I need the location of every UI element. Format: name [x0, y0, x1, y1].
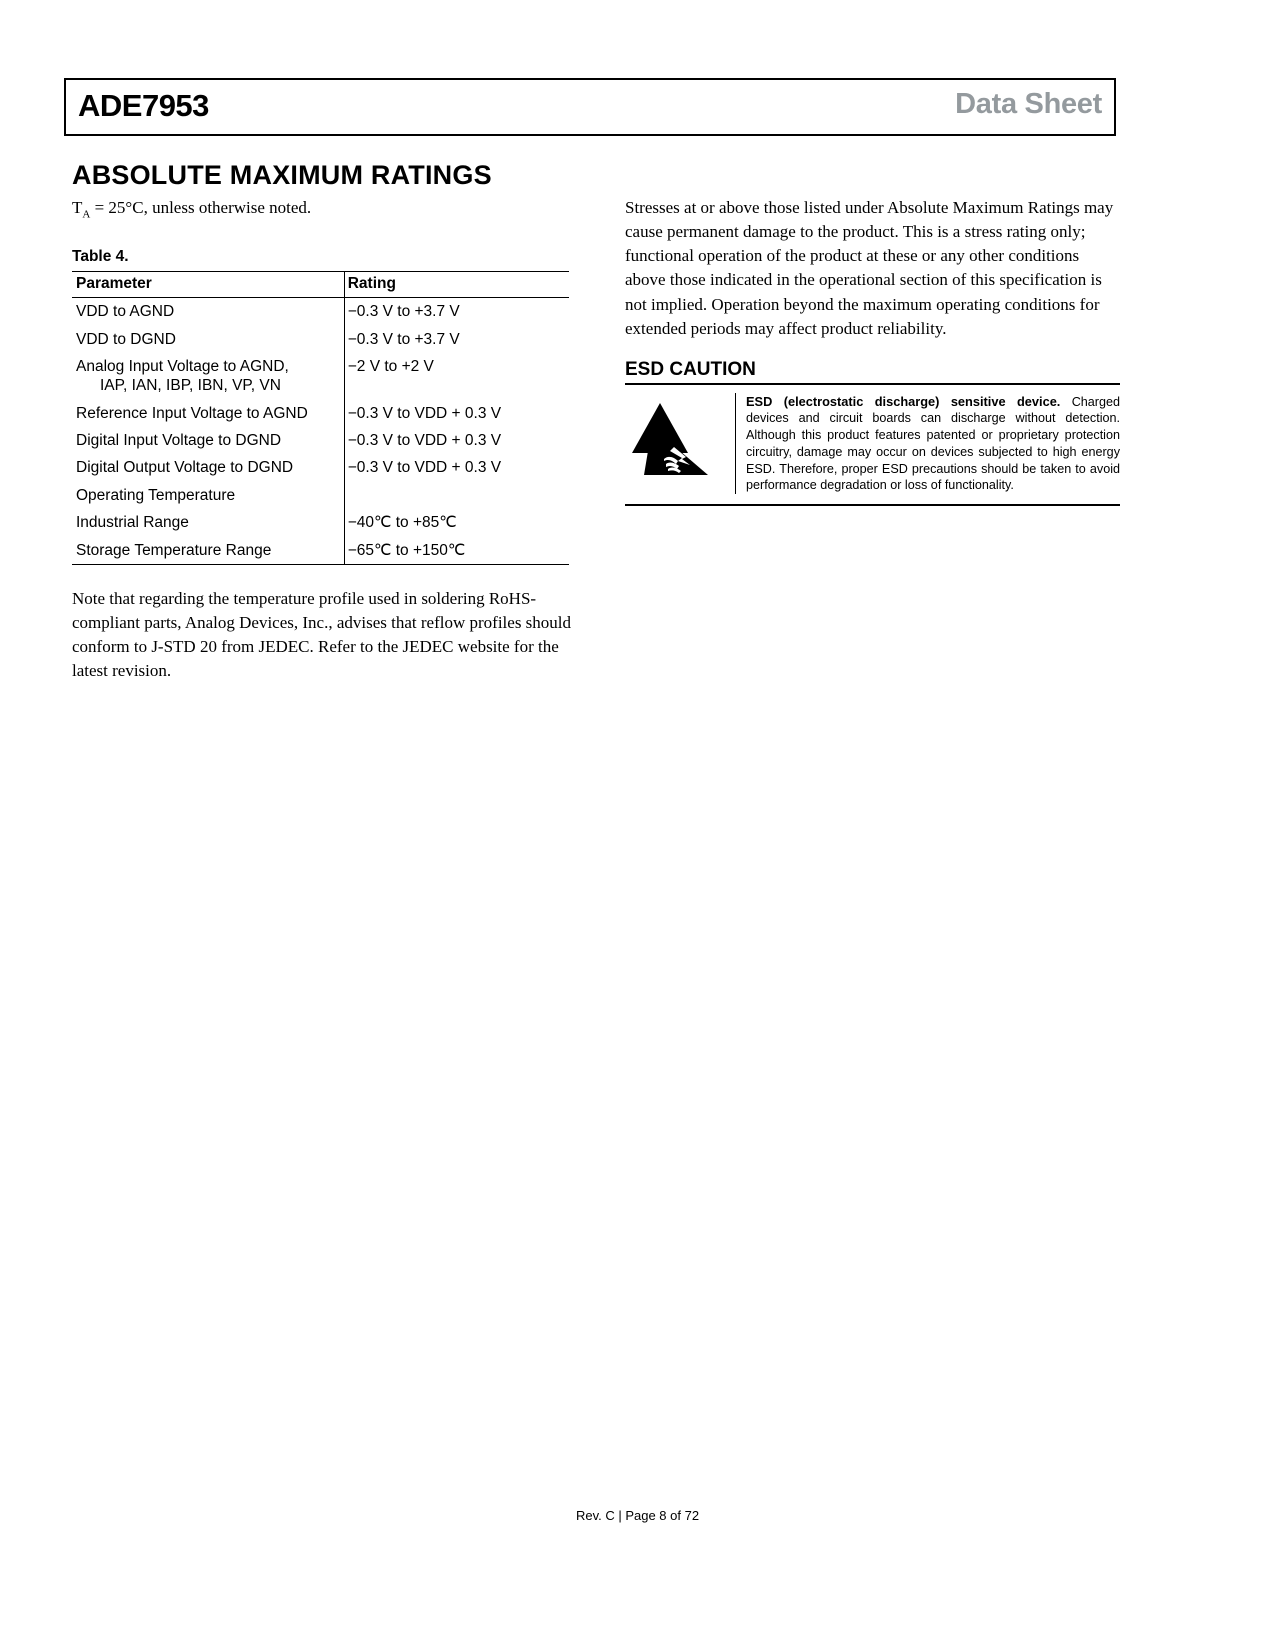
soldering-note: Note that regarding the temperature profile used in soldering RoHS-compliant parts, Analog Devices, Inc., advises that reflow profiles should conform to J-STD 20 from JEDEC. Refer to the JEDEC website for the latest revision. [72, 588, 572, 681]
absolute-maximum-ratings-table-wrap [72, 271, 572, 565]
absolute-maximum-ratings-table [72, 271, 569, 565]
table-row [72, 298, 569, 326]
cell-parameter [72, 353, 344, 400]
cell-parameter-main: Analog Input Voltage to AGND, [76, 357, 289, 375]
cell-parameter-sub: Industrial Range [76, 514, 189, 532]
cell-parameter: Operating Temperature [76, 486, 236, 504]
part-number: ADE7953 [78, 88, 209, 123]
table-row [72, 353, 569, 400]
table-row [72, 537, 569, 565]
cell-rating: −0.3 V to +3.7 V [347, 303, 460, 321]
left-column [72, 160, 572, 697]
table-row [72, 326, 569, 353]
column-header-rating: Rating [344, 272, 569, 298]
table-row [72, 454, 569, 481]
table-row [72, 482, 569, 509]
column-header-parameter: Parameter [72, 272, 344, 298]
page-header [64, 78, 1116, 136]
cell-parameter: Reference Input Voltage to AGND [76, 404, 308, 422]
esd-caution-body: Charged devices and circuit boards can discharge without detection. Although this product features patented or proprietary protection circuitry, damage may occur on devices subjected to high energy ESD. Therefore, proper ESD precautions should be taken to avoid performance degradation or loss of functionality. [746, 394, 1121, 493]
test-conditions [72, 197, 572, 222]
cell-rating [344, 482, 569, 509]
cell-parameter-sub: IAP, IAN, IBP, IBN, VP, VN [100, 377, 281, 395]
table-row [72, 427, 569, 454]
footer-text: Rev. C | Page 8 of 72 [575, 1508, 700, 1523]
cell-rating: −65℃ to +150℃ [344, 537, 569, 565]
table-column-divider [344, 271, 345, 565]
cell-rating: −0.3 V to +3.7 V [347, 330, 460, 348]
esd-caution-text [735, 393, 1120, 494]
cell-parameter: VDD to DGND [76, 330, 176, 348]
table-row [72, 509, 569, 536]
cell-rating: −2 V to +2 V [347, 357, 434, 375]
page-title: ABSOLUTE MAXIMUM RATINGS [72, 160, 492, 190]
cell-rating: −0.3 V to VDD + 0.3 V [347, 432, 502, 450]
table-header-row [72, 272, 569, 298]
esd-warning-icon [625, 393, 735, 479]
table-row [72, 400, 569, 427]
conditions-prefix: T [72, 198, 83, 217]
conditions-rest: = 25°C, unless otherwise noted. [90, 198, 312, 217]
document-type-label: Data Sheet [955, 88, 1102, 120]
cell-parameter: VDD to AGND [76, 303, 175, 321]
page-footer [0, 1508, 1275, 1523]
esd-caution-box [625, 385, 1120, 506]
right-column [625, 196, 1120, 506]
esd-caution-heading: ESD (electrostatic discharge) sensitive device. [746, 393, 1061, 409]
esd-caution-title: ESD CAUTION [625, 359, 1120, 385]
cell-rating: −40℃ to +85℃ [347, 514, 457, 532]
table-caption: Table 4. [72, 248, 129, 266]
stress-disclaimer: Stresses at or above those listed under Absolute Maximum Ratings may cause permanent damage to the product. This is a stress rating only; functional operation of the product at these or any other conditions above those indicated in the operational section of this specification is not implied. Operation beyond the maximum operating conditions for extended periods may affect product reliability. [625, 198, 1114, 338]
cell-rating: −0.3 V to VDD + 0.3 V [347, 404, 502, 422]
cell-parameter: Digital Input Voltage to DGND [76, 432, 282, 450]
cell-rating: −0.3 V to VDD + 0.3 V [347, 459, 502, 477]
cell-parameter: Storage Temperature Range [72, 537, 344, 565]
soldering-note-block [72, 587, 572, 684]
conditions-subscript: A [82, 208, 91, 221]
cell-parameter: Digital Output Voltage to DGND [76, 459, 294, 477]
